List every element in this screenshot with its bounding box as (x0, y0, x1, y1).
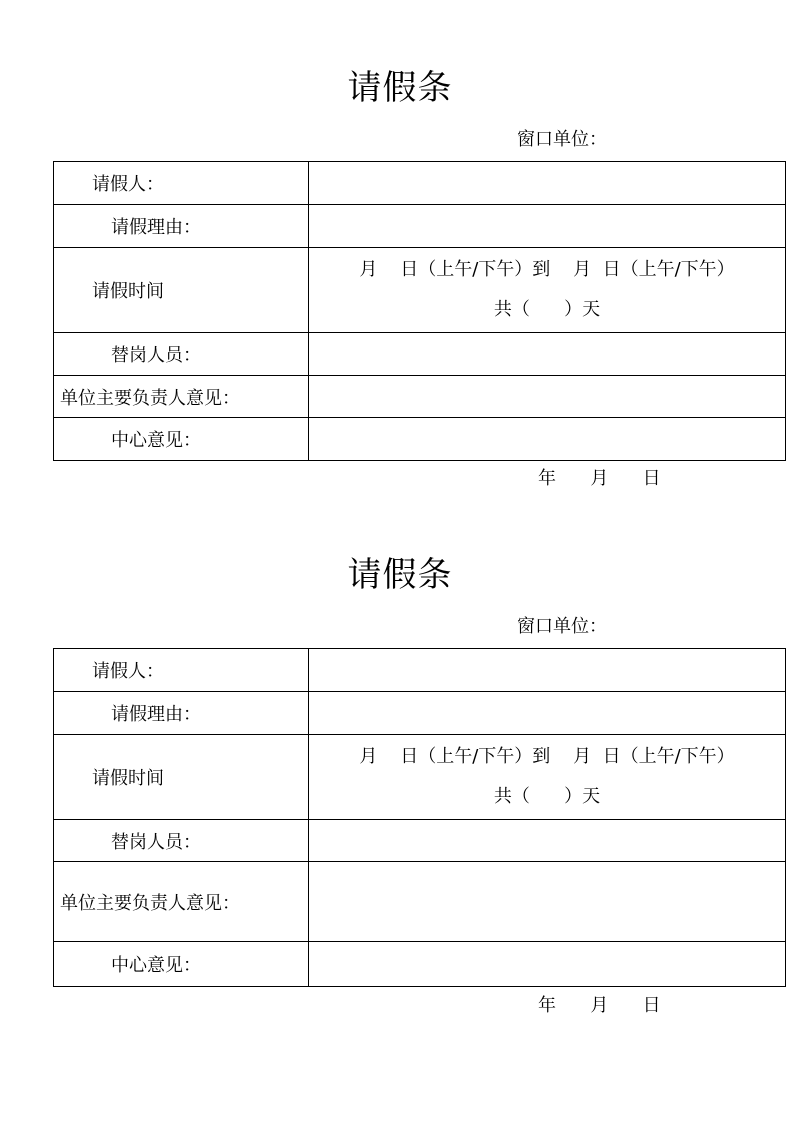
date-line: 年 月 日 (538, 468, 661, 489)
center-label: 中心意见： (54, 942, 309, 987)
unit-head-label: 单位主要负责人意见： (54, 376, 309, 418)
time-label: 请假时间 (54, 735, 309, 820)
window-unit-label: 窗口单位： (517, 616, 607, 637)
unit-head-field[interactable] (309, 376, 786, 418)
applicant-field[interactable] (309, 649, 786, 692)
applicant-label: 请假人： (54, 649, 309, 692)
applicant-field[interactable] (309, 162, 786, 205)
time-range-text: 月 日（上午/下午）到 月 日（上午/下午） (359, 259, 735, 280)
reason-field[interactable] (309, 692, 786, 735)
reason-label: 请假理由： (54, 205, 309, 248)
time-label: 请假时间 (54, 248, 309, 333)
row-unit-head (54, 862, 786, 942)
reason-field[interactable] (309, 205, 786, 248)
substitute-field[interactable] (309, 333, 786, 376)
date-line: 年 月 日 (538, 995, 661, 1016)
center-field[interactable] (309, 942, 786, 987)
unit-head-label: 单位主要负责人意见： (54, 862, 309, 942)
row-applicant (54, 162, 786, 205)
reason-label: 请假理由： (54, 692, 309, 735)
row-time (54, 248, 786, 333)
form-title: 请假条 (347, 555, 453, 595)
row-center (54, 942, 786, 987)
row-time (54, 735, 786, 820)
center-label: 中心意见： (54, 418, 309, 461)
center-field[interactable] (309, 418, 786, 461)
row-substitute (54, 333, 786, 376)
window-unit-label: 窗口单位： (517, 129, 607, 150)
row-unit-head (54, 376, 786, 418)
time-total-text: 共（ ）天 (493, 299, 601, 320)
leave-table (53, 648, 786, 987)
row-center (54, 418, 786, 461)
substitute-label: 替岗人员： (54, 333, 309, 376)
time-total-text: 共（ ）天 (493, 786, 601, 807)
row-applicant (54, 649, 786, 692)
unit-head-field[interactable] (309, 862, 786, 942)
time-field[interactable] (309, 248, 786, 333)
applicant-label: 请假人： (54, 162, 309, 205)
substitute-label: 替岗人员： (54, 820, 309, 862)
form-title: 请假条 (347, 68, 453, 108)
substitute-field[interactable] (309, 820, 786, 862)
row-substitute (54, 820, 786, 862)
time-range-text: 月 日（上午/下午）到 月 日（上午/下午） (359, 746, 735, 767)
row-reason (54, 692, 786, 735)
leave-table (53, 161, 786, 461)
time-field[interactable] (309, 735, 786, 820)
row-reason (54, 205, 786, 248)
